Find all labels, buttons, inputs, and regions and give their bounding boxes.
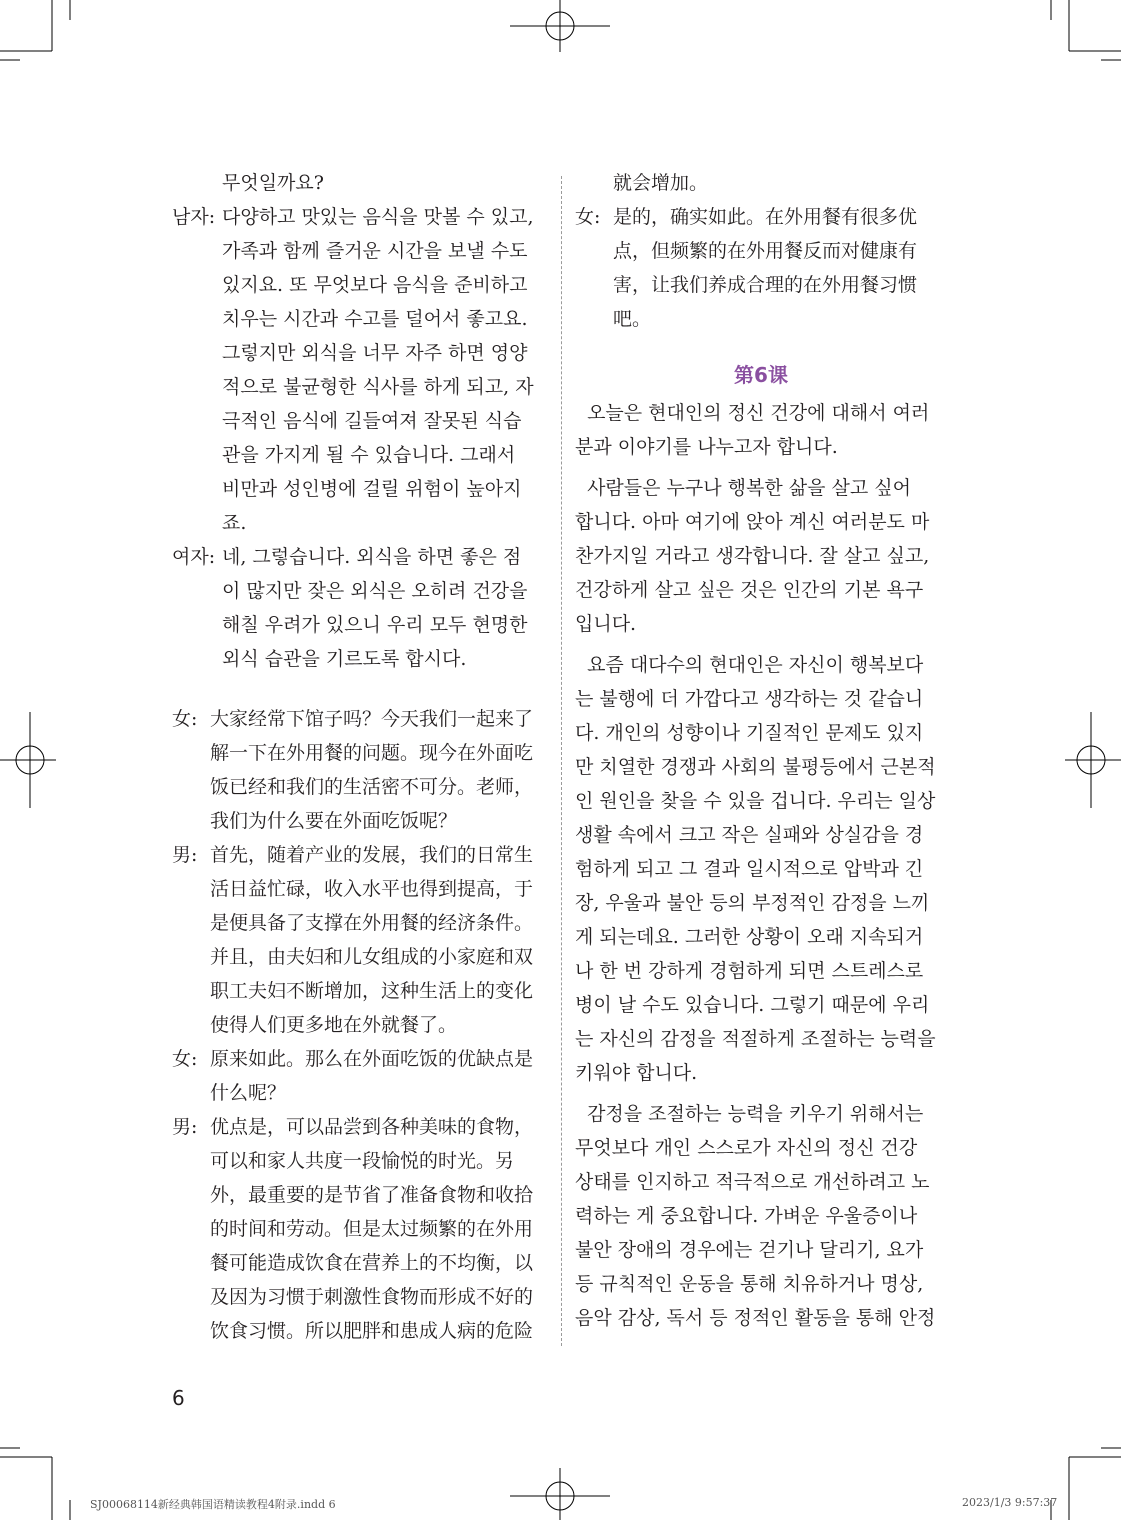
text-line: 적으로 불균형한 식사를 하게 되고, 자 <box>222 376 534 398</box>
text-line: 력하는 게 중요합니다. 가벼운 우울증이나 <box>575 1205 918 1227</box>
speaker-label: 女: <box>172 708 198 730</box>
text-line: 상태를 인지하고 적극적으로 개선하려고 노 <box>575 1171 930 1193</box>
speaker-label <box>172 166 222 200</box>
text-line: 外，最重要的是节省了准备食物和收拾 <box>210 1184 534 1206</box>
text-line: 使得人们更多地在外就餐了。 <box>210 1014 458 1036</box>
text-line: 분과 이야기를 나누고자 합니다. <box>575 436 838 458</box>
dialogue-entry <box>172 166 548 200</box>
dialogue-text <box>222 540 548 676</box>
text-line: 그렇지만 외식을 너무 자주 하면 영양 <box>222 342 528 364</box>
text-line: 吧。 <box>613 308 652 330</box>
dialogue-entry <box>172 1042 548 1110</box>
paragraph <box>575 1097 947 1335</box>
text-line: 게 되는데요. 그러한 상황이 오래 지속되거 <box>575 926 924 948</box>
text-line: 及因为习惯于刺激性食物而形成不好的 <box>210 1286 534 1308</box>
dialogue-entry <box>172 702 548 838</box>
text-line: 는 자신의 감정을 적절하게 조절하는 능력을 <box>575 1028 936 1050</box>
text-line: 병이 날 수도 있습니다. 그렇기 때문에 우리 <box>575 994 930 1016</box>
text-line: 생활 속에서 크고 작은 실패와 상실감을 경 <box>575 824 924 846</box>
speaker-label: 女: <box>575 206 601 228</box>
dialogue-text <box>210 1042 548 1110</box>
text-line: 다. 개인의 성향이나 기질적인 문제도 있지 <box>575 722 924 744</box>
paragraph <box>575 396 947 464</box>
dialogue-text <box>210 702 548 838</box>
registration-bottom <box>510 1468 610 1520</box>
section-gap <box>172 676 548 702</box>
text-line: 입니다. <box>575 613 637 635</box>
dialogue-text <box>210 1110 548 1348</box>
text-line: 解一下在外用餐的问题。现今在外面吃 <box>210 742 534 764</box>
text-line: 찬가지일 거라고 생각합니다. 잘 살고 싶고, <box>575 545 930 567</box>
text-line: 외식 습관을 기르도록 합시다. <box>222 648 467 670</box>
dialogue-entry <box>172 1110 548 1348</box>
text-line: 餐可能造成饮食在营养上的不均衡，以 <box>210 1252 534 1274</box>
text-line: 불안 장애의 경우에는 걷기나 달리기, 요가 <box>575 1239 924 1261</box>
speaker-label: 女: <box>172 1048 198 1070</box>
text-line: 并且，由夫妇和儿女组成的小家庭和双 <box>210 946 534 968</box>
text-line: 害，让我们养成合理的在外用餐习惯 <box>613 274 918 296</box>
text-line: 나 한 번 강하게 경험하게 되면 스트레스로 <box>575 960 924 982</box>
text-line: 活日益忙碌，收入水平也得到提高，于 <box>210 878 534 900</box>
text-line: 네, 그렇습니다. 외식을 하면 좋은 점 <box>222 546 522 568</box>
dialogue-entry <box>172 838 548 1042</box>
text-line: 해칠 우려가 있으니 우리 모두 현명한 <box>222 614 528 636</box>
text-line: 是的，确实如此。在外用餐有很多优 <box>613 206 918 228</box>
text-line: 건강하게 살고 싶은 것은 인간의 기본 욕구 <box>575 579 924 601</box>
dialogue-text <box>210 838 548 1042</box>
speaker-label: 男: <box>172 844 198 866</box>
paragraph <box>575 648 947 1090</box>
slug-date: 2023/1/3 9:57:37 <box>962 1496 1058 1509</box>
right-column <box>575 166 947 1342</box>
dialogue-entry <box>575 200 947 336</box>
text-line: 大家经常下馆子吗？今天我们一起来了 <box>210 708 534 730</box>
text-line: 什么呢？ <box>210 1082 287 1104</box>
chinese-dialogue-end <box>575 200 947 336</box>
text-line: 이 많지만 잦은 외식은 오히려 건강을 <box>222 580 528 602</box>
chinese-dialogue <box>172 702 548 1348</box>
text-line: 합니다. 아마 여기에 앉아 계신 여러분도 마 <box>575 511 930 533</box>
text-line: 무엇일까요? <box>222 172 324 194</box>
text-line: 는 불행에 더 가깝다고 생각하는 것 같습니 <box>575 688 924 710</box>
korean-dialogue <box>172 166 548 676</box>
text-line: 음악 감상, 독서 등 정적인 활동을 통해 안정 <box>575 1307 936 1329</box>
text-line: 사람들은 누구나 행복한 삶을 살고 싶어 <box>575 477 911 499</box>
text-line: 가족과 함께 즐거운 시간을 보낼 수도 <box>222 240 528 262</box>
left-column <box>172 166 548 1348</box>
page-number: 6 <box>172 1386 185 1410</box>
text-line: 만 치열한 경쟁과 사회의 불평등에서 근본적 <box>575 756 936 778</box>
speaker-label: 남자: <box>172 206 216 228</box>
dialogue-text <box>613 200 947 336</box>
text-line: 극적인 음식에 길들여져 잘못된 식습 <box>222 410 522 432</box>
dialogue-entry <box>172 540 548 676</box>
text-line: 可以和家人共度一段愉悦的时光。另 <box>210 1150 515 1172</box>
continuation-line: 就会增加。 <box>613 172 709 194</box>
text-line: 优点是，可以品尝到各种美味的食物， <box>210 1116 534 1138</box>
dialogue-text <box>222 166 548 200</box>
text-line: 饭已经和我们的生活密不可分。老师， <box>210 776 534 798</box>
text-line: 있지요. 또 무엇보다 음식을 준비하고 <box>222 274 528 296</box>
text-line: 饮食习惯。所以肥胖和患成人病的危险 <box>210 1320 534 1342</box>
text-line: 비만과 성인병에 걸릴 위험이 높아지 <box>222 478 522 500</box>
speaker-label: 男: <box>172 1116 198 1138</box>
text-line: 是便具备了支撑在外用餐的经济条件。 <box>210 912 534 934</box>
registration-right <box>1065 712 1121 808</box>
text-line: 죠. <box>222 512 247 534</box>
registration-left <box>0 712 56 808</box>
text-line: 인 원인을 찾을 수 있을 겁니다. 우리는 일상 <box>575 790 936 812</box>
text-line: 다양하고 맛있는 음식을 맛볼 수 있고, <box>222 206 534 228</box>
dialogue-entry <box>172 200 548 540</box>
text-line: 험하게 되고 그 결과 일시적으로 압박과 긴 <box>575 858 924 880</box>
text-line: 치우는 시간과 수고를 덜어서 좋고요. <box>222 308 528 330</box>
text-line: 的时间和劳动。但是太过频繁的在外用 <box>210 1218 534 1240</box>
text-line: 관을 가지게 될 수 있습니다. 그래서 <box>222 444 516 466</box>
text-line: 무엇보다 개인 스스로가 자신의 정신 건강 <box>575 1137 918 1159</box>
speaker-label: 여자: <box>172 546 216 568</box>
text-line: 职工夫妇不断增加，这种生活上的变化 <box>210 980 534 1002</box>
slug-filename: SJ00068114新经典韩国语精读教程4附录.indd 6 <box>90 1498 336 1511</box>
column-divider <box>561 176 562 1346</box>
text-line: 키워야 합니다. <box>575 1062 698 1084</box>
text-line: 오늘은 현대인의 정신 건강에 대해서 여러 <box>575 402 930 424</box>
lesson-text <box>575 396 947 1335</box>
text-line: 我们为什么要在外面吃饭呢？ <box>210 810 458 832</box>
dialogue-text <box>222 200 548 540</box>
lesson-title: 第6课 <box>734 363 788 387</box>
text-line: 原来如此。那么在外面吃饭的优缺点是 <box>210 1048 534 1070</box>
text-line: 등 규칙적인 운동을 통해 치유하거나 명상, <box>575 1273 924 1295</box>
text-line: 감정을 조절하는 능력을 키우기 위해서는 <box>575 1103 924 1125</box>
registration-top <box>510 0 610 52</box>
paragraph <box>575 471 947 641</box>
text-line: 요즘 대다수의 현대인은 자신이 행복보다 <box>575 654 924 676</box>
text-line: 点，但频繁的在外用餐反而对健康有 <box>613 240 918 262</box>
text-line: 장, 우울과 불안 등의 부정적인 감정을 느끼 <box>575 892 930 914</box>
text-line: 首先，随着产业的发展，我们的日常生 <box>210 844 534 866</box>
